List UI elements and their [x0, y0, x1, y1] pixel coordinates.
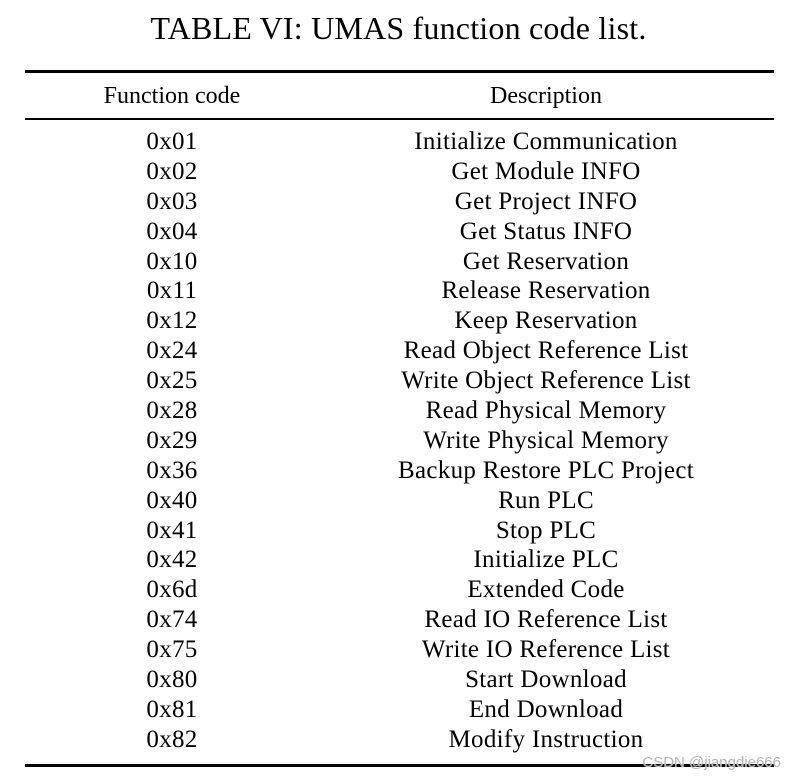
table-header-rule [25, 118, 774, 120]
table-row [0, 665, 797, 695]
function-code-cell: 0x81 [146, 695, 198, 723]
description-cell: Get Reservation [462, 247, 630, 275]
description-cell: Write Object Reference List [401, 367, 691, 395]
table-row [0, 575, 797, 605]
table-row [0, 336, 797, 366]
description-cell: Write Physical Memory [423, 426, 669, 454]
table-row [0, 247, 797, 277]
table-row [0, 426, 797, 456]
description-cell: Read Physical Memory [425, 397, 667, 425]
table-row [0, 306, 797, 336]
description-cell: End Download [468, 695, 624, 723]
table-row [0, 366, 797, 396]
function-code-cell: 0x74 [146, 606, 198, 634]
description-cell: Initialize Communication [414, 128, 678, 155]
function-code-cell: 0x41 [146, 516, 198, 544]
table-caption: TABLE VI: UMAS function code list. [150, 10, 647, 46]
function-code-cell: 0x03 [146, 187, 198, 215]
table-top-rule [25, 70, 774, 73]
description-cell: Extended Code [467, 576, 625, 604]
function-code-cell: 0x12 [146, 307, 198, 335]
table-row [0, 157, 797, 187]
table-row [0, 276, 797, 306]
table-header-row [0, 80, 797, 112]
description-cell: Release Reservation [441, 277, 651, 305]
description-cell: Get Module INFO [451, 157, 641, 185]
header-function-code: Function code [103, 83, 241, 109]
description-cell: Read IO Reference List [424, 606, 668, 634]
description-cell: Initialize PLC [473, 546, 619, 574]
table-row [0, 396, 797, 426]
watermark-text: CSDN @jiangdie666 [642, 754, 781, 771]
function-code-cell: 0x42 [146, 546, 198, 574]
function-code-cell: 0x40 [146, 486, 198, 514]
table-row [0, 187, 797, 217]
description-cell: Keep Reservation [454, 307, 638, 335]
function-code-cell: 0x6d [146, 576, 198, 604]
table-row [0, 456, 797, 486]
description-cell: Get Status INFO [459, 217, 633, 245]
function-code-cell: 0x80 [146, 666, 198, 694]
table-row [0, 545, 797, 575]
function-code-cell: 0x04 [146, 217, 198, 245]
table-row [0, 516, 797, 546]
table-row [0, 486, 797, 516]
function-code-cell: 0x11 [146, 277, 198, 305]
description-cell: Run PLC [498, 486, 594, 514]
table-row [0, 217, 797, 247]
table-row [0, 725, 797, 755]
description-cell: Backup Restore PLC Project [398, 456, 694, 484]
header-description: Description [490, 83, 602, 109]
description-cell: Start Download [465, 666, 627, 694]
description-cell: Modify Instruction [448, 725, 644, 753]
function-code-cell: 0x75 [146, 636, 198, 664]
function-code-cell: 0x28 [146, 397, 198, 425]
function-code-cell: 0x10 [146, 247, 198, 275]
function-code-cell: 0x24 [146, 337, 198, 365]
function-code-cell: 0x29 [146, 426, 198, 454]
table-row [0, 605, 797, 635]
function-code-cell: 0x01 [146, 128, 198, 155]
table-row [0, 127, 797, 157]
table-row [0, 695, 797, 725]
description-cell: Read Object Reference List [403, 337, 689, 365]
description-cell: Write IO Reference List [421, 636, 671, 664]
function-code-cell: 0x36 [146, 456, 198, 484]
table-row [0, 635, 797, 665]
function-code-cell: 0x82 [146, 725, 198, 753]
function-code-cell: 0x25 [146, 367, 198, 395]
table-body [0, 127, 797, 755]
description-cell: Stop PLC [495, 516, 597, 544]
function-code-cell: 0x02 [146, 157, 198, 185]
description-cell: Get Project INFO [454, 187, 638, 215]
